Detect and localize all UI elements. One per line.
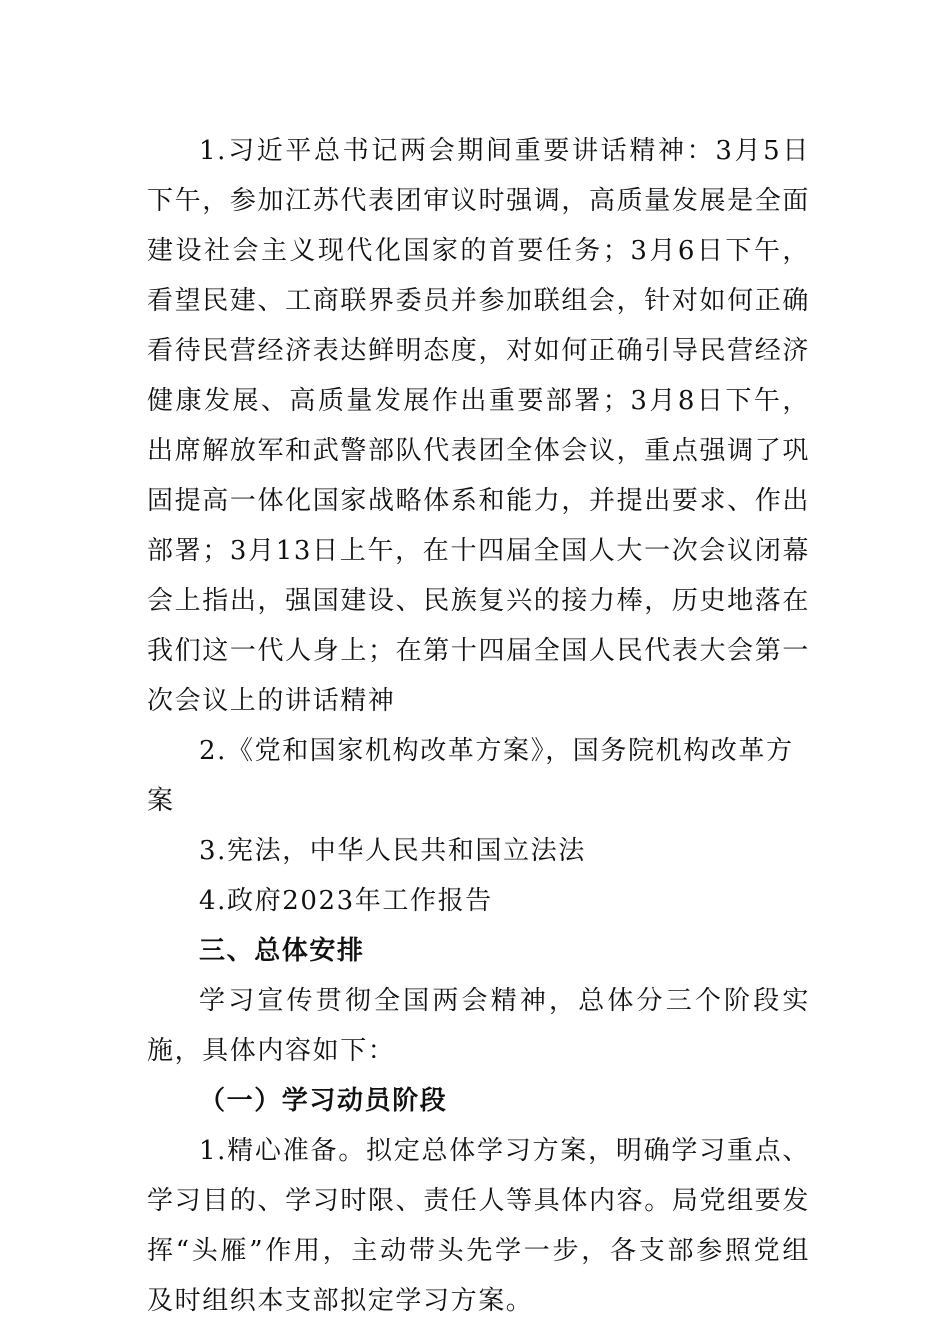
paragraph-constitution: 3.宪法，中华人民共和国立法法 <box>199 836 586 866</box>
paragraph-preparation: 1.精心准备。拟定总体学习方案，明确学习重点、学习目的、学习时限、责任人等具体内容。局党组要发挥“头雁”作用，主动带头先学一步，各支部参照党组及时组织本支部拟定学习方案。 <box>147 1136 810 1316</box>
section-heading-overall-arrangement: 三、总体安排 <box>199 936 365 966</box>
paragraph-overall-intro: 学习宣传贯彻全国两会精神，总体分三个阶段实施，具体内容如下： <box>147 986 810 1066</box>
paragraph-speech-spirit: 1.习近平总书记两会期间重要讲话精神：3月5日下午，参加江苏代表团审议时强调，高质量发展是全面建设社会主义现代化国家的首要任务；3月6日下午，看望民建、工商联界委员并参加联组会，针对如何正确看待民营经济表达鲜明态度，对如何正确引导民营经济健康发展、高质量发展作出重要部署；3月8日下午，出席解放军和武警部队代表团全体会议，重点强调了巩固提高一体化国家战略体系和能力，并提出要求、作出部署；3月13日上午，在十四届全国人大一次会议闭幕会上指出，强国建设、民族复兴的接力棒，历史地落在我们这一代人身上；在第十四届全国人民代表大会第一次会议上的讲话精神 <box>147 136 810 716</box>
paragraph-work-report: 4.政府2023年工作报告 <box>199 886 493 916</box>
paragraph-reform-plan: 2.《党和国家机构改革方案》，国务院机构改革方案 <box>147 736 794 816</box>
document-body <box>147 126 810 1326</box>
subsection-heading-mobilization: （一）学习动员阶段 <box>199 1086 448 1116</box>
